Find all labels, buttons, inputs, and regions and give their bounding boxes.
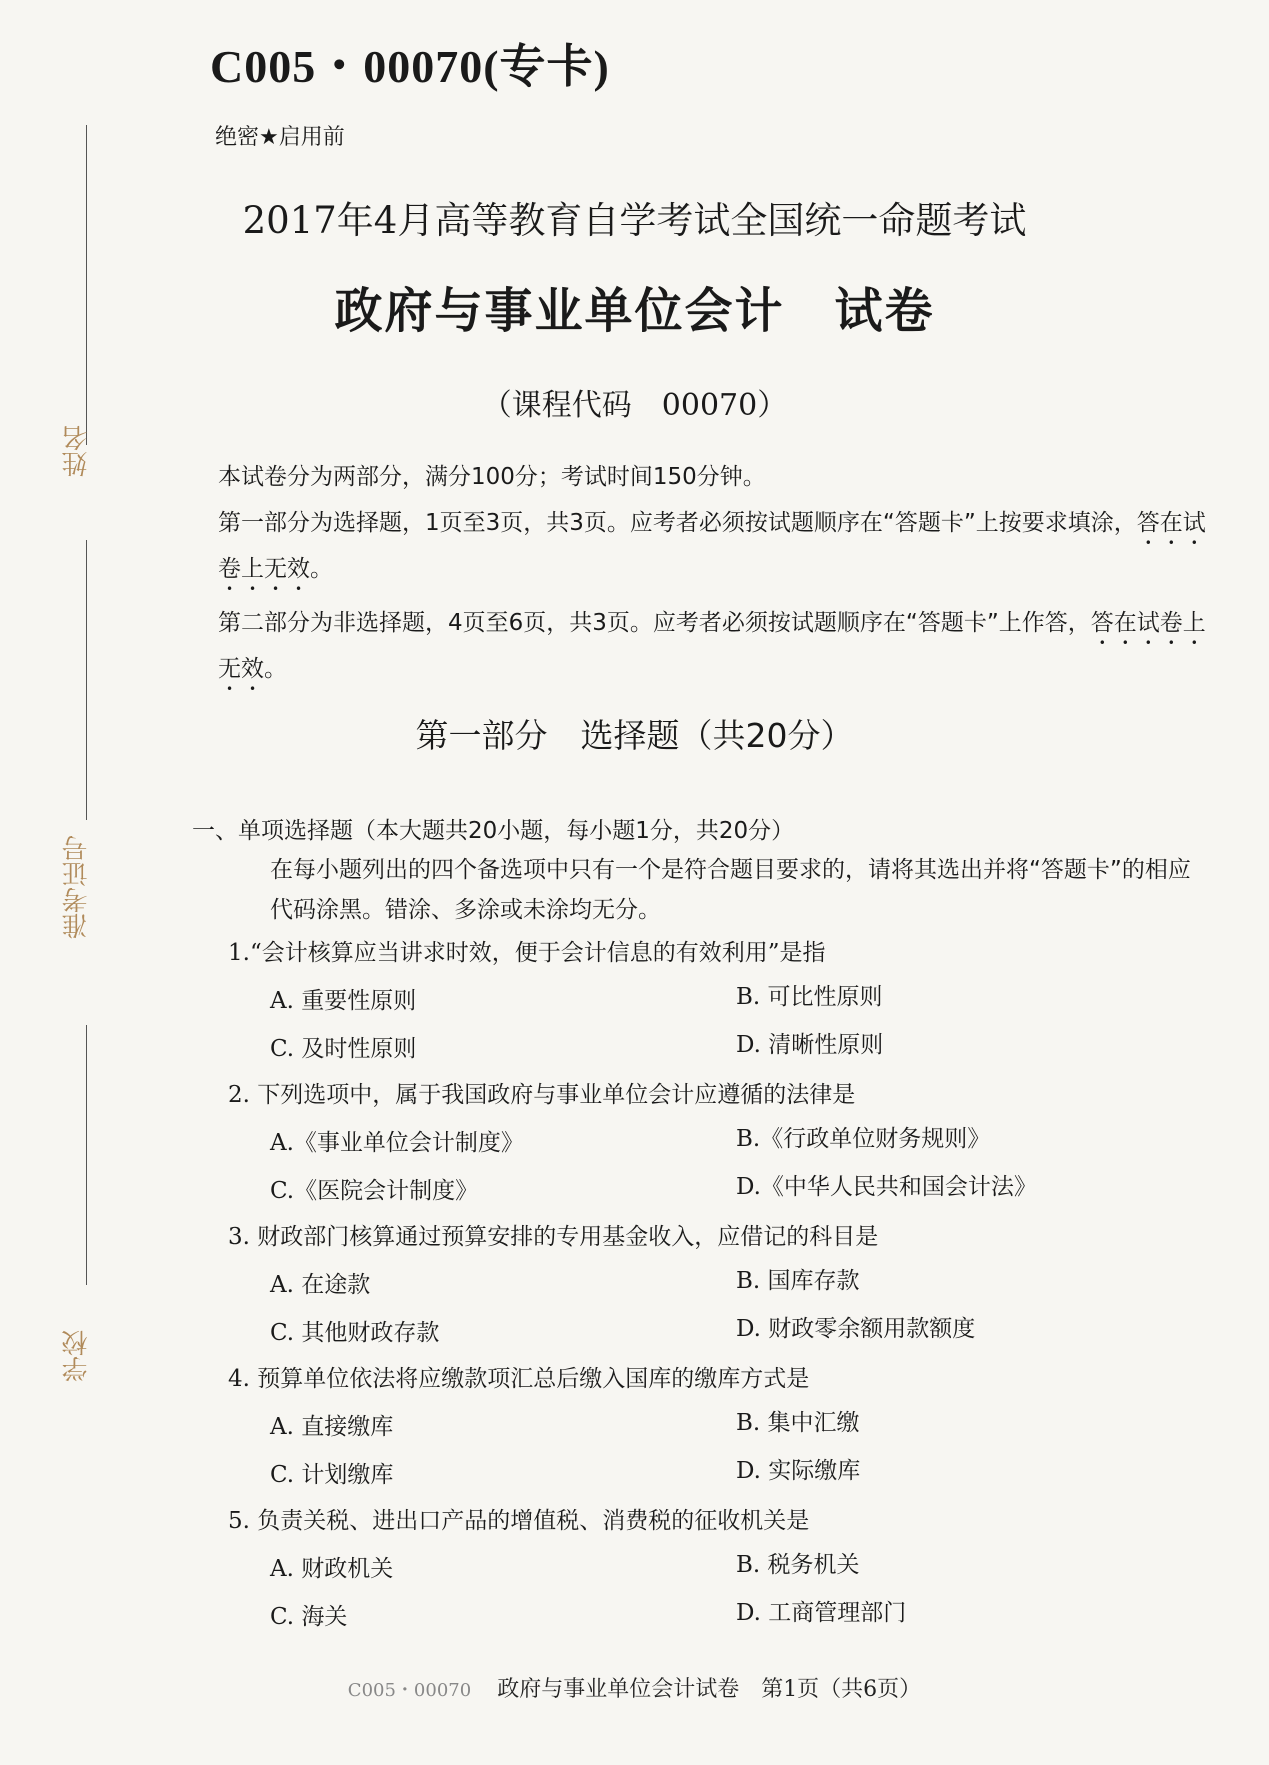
paper-code: C005・00070(专卡) <box>210 41 610 92</box>
margin-label-id: 准考证号 <box>62 835 92 939</box>
option-c: C.《医院会计制度》 <box>270 1178 479 1204</box>
option-b: B. 可比性原则 <box>736 984 883 1010</box>
emphasis-text: 答在试卷上无效。 <box>218 610 1206 682</box>
instruction-part-2: 第二部分为非选择题，4页至6页，共3页。应考者必须按试题顺序在“答题卡”上作答，答在试卷上无效。 <box>218 610 1206 682</box>
question <box>228 1360 1208 1502</box>
exam-title: 2017年4月高等教育自学考试全国统一命题考试 <box>242 199 1027 242</box>
question-stem: 4. 预算单位依法将应缴款项汇总后缴入国库的缴库方式是 <box>228 1366 810 1392</box>
option-a: A. 直接缴库 <box>270 1414 394 1440</box>
question <box>228 1218 1208 1360</box>
page-footer <box>0 1672 1269 1703</box>
instruction-line-1: 本试卷分为两部分，满分100分；考试时间150分钟。 <box>218 464 766 490</box>
question-stem: 3. 财政部门核算通过预算安排的专用基金收入，应借记的科目是 <box>228 1224 879 1250</box>
option-d: D.《中华人民共和国会计法》 <box>736 1174 1037 1200</box>
question <box>228 1502 1208 1644</box>
question-stem: 2. 下列选项中，属于我国政府与事业单位会计应遵循的法律是 <box>228 1082 856 1108</box>
option-b: B. 集中汇缴 <box>736 1410 860 1436</box>
part-title: 第一部分 选择题（共20分） <box>415 716 854 755</box>
option-c: C. 海关 <box>270 1604 348 1630</box>
margin-label-name: 姓名 <box>62 425 92 477</box>
margin-rule-2 <box>86 540 87 820</box>
question-stem: 5. 负责关税、进出口产品的增值税、消费税的征收机关是 <box>228 1508 810 1534</box>
option-a: A.《事业单位会计制度》 <box>270 1130 524 1156</box>
option-a: A. 财政机关 <box>270 1556 394 1582</box>
question <box>228 1076 1208 1218</box>
question-stem: 1.“会计核算应当讲求时效，便于会计信息的有效利用”是指 <box>228 940 826 966</box>
option-d: D. 工商管理部门 <box>736 1600 907 1626</box>
instruction-part-1: 第一部分为选择题，1页至3页，共3页。应考者必须按试题顺序在“答题卡”上按要求填涂，答在试卷上无效。 <box>218 510 1206 582</box>
option-c: C. 及时性原则 <box>270 1036 417 1062</box>
option-c: C. 其他财政存款 <box>270 1320 440 1346</box>
secret-label: 绝密★启用前 <box>215 125 345 150</box>
course-code: （课程代码 00070） <box>481 388 788 423</box>
paper-title: 政府与事业单位会计 试卷 <box>334 283 935 339</box>
margin-label-school: 学校 <box>62 1330 92 1382</box>
question-list <box>228 934 1208 1644</box>
option-d: D. 实际缴库 <box>736 1458 861 1484</box>
option-d: D. 财政零余额用款额度 <box>736 1316 976 1342</box>
section-heading: 一、单项选择题（本大题共20小题，每小题1分，共20分） <box>192 818 795 844</box>
section-description: 在每小题列出的四个备选项中只有一个是符合题目要求的，请将其选出并将“答题卡”的相应代码涂黑。错涂、多涂或未涂均无分。 <box>270 857 1191 923</box>
option-b: B. 国库存款 <box>736 1268 860 1294</box>
option-a: A. 重要性原则 <box>270 988 417 1014</box>
option-a: A. 在途款 <box>270 1272 371 1298</box>
option-c: C. 计划缴库 <box>270 1462 394 1488</box>
footer-code: C005・00070 <box>347 1680 472 1701</box>
option-b: B. 税务机关 <box>736 1552 860 1578</box>
option-b: B.《行政单位财务规则》 <box>736 1126 991 1152</box>
footer-text: 政府与事业单位会计试卷 第1页（共6页） <box>497 1677 922 1702</box>
question <box>228 934 1208 1076</box>
instructions <box>218 458 1208 704</box>
option-d: D. 清晰性原则 <box>736 1032 884 1058</box>
margin-rule-3 <box>86 1025 87 1285</box>
emphasis-text: 答在试卷上无效。 <box>218 510 1206 582</box>
